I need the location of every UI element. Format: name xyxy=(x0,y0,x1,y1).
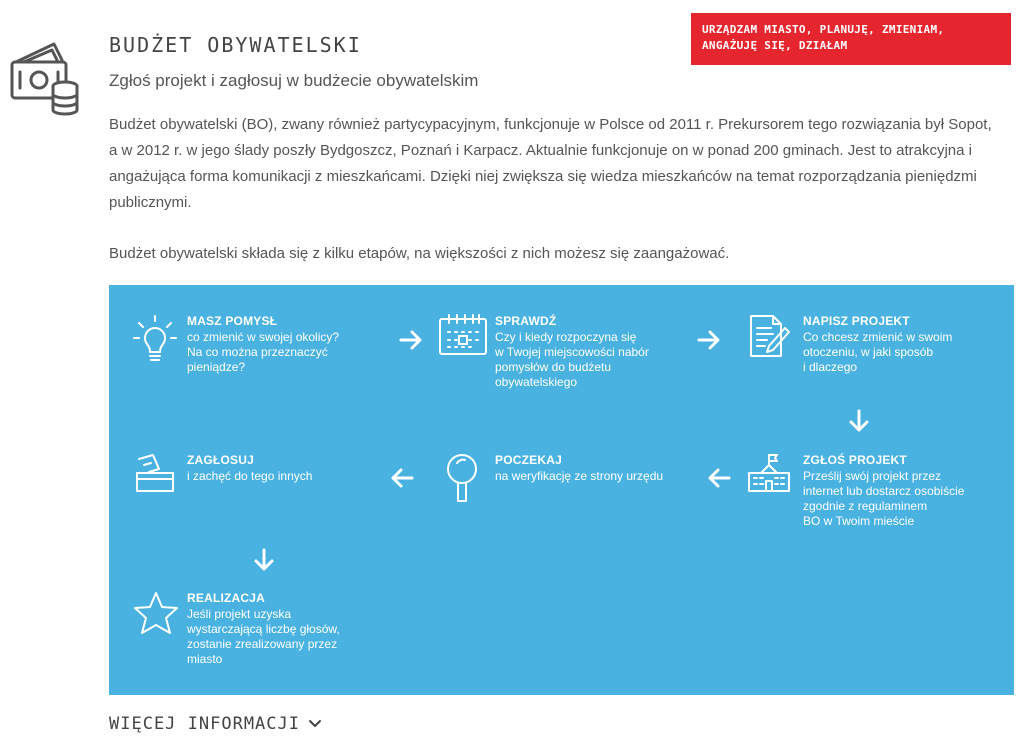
arrow-down-icon xyxy=(849,409,869,433)
step-realize-title: REALIZACJA xyxy=(187,591,266,605)
step-submit-title: ZGŁOŚ PROJEKT xyxy=(803,453,907,467)
magnifier-icon xyxy=(445,453,479,505)
arrow-left-icon xyxy=(707,468,731,488)
arrow-right-icon xyxy=(399,330,423,350)
calendar-icon xyxy=(439,314,487,356)
lightbulb-icon xyxy=(133,314,177,362)
arrow-down-icon xyxy=(254,548,274,572)
arrow-left-icon xyxy=(390,468,414,488)
step-wait-desc: na weryfikację ze strony urzędu xyxy=(495,469,664,483)
page-subtitle: Zgłoś projekt i zagłosuj w budżecie obywatelskim xyxy=(109,71,479,90)
star-icon xyxy=(133,591,179,635)
step-vote-title: ZAGŁOSUJ xyxy=(187,453,254,467)
tag-badge: URZĄDZAM MIASTO, PLANUJĘ, ZMIENIAM, ANGAŻUJĘ SIĘ, DZIAŁAM xyxy=(691,13,1011,65)
step-idea-desc: co zmienić w swojej okolicy? Na co można przeznaczyć pieniądze? xyxy=(187,330,340,374)
step-wait-title: POCZEKAJ xyxy=(495,453,562,467)
arrow-right-icon xyxy=(697,330,721,350)
more-info-label: WIĘCEJ INFORMACJI xyxy=(109,714,300,734)
document-pen-icon xyxy=(749,314,791,358)
chevron-down-icon xyxy=(308,719,322,729)
city-hall-icon xyxy=(747,453,791,493)
step-write-desc: Co chcesz zmienić w swoim otoczeniu, w jaki sposób i dlaczego xyxy=(803,330,953,374)
step-check-title: SPRAWDŹ xyxy=(495,314,557,328)
step-idea-title: MASZ POMYSŁ xyxy=(187,314,278,328)
more-info-link[interactable] xyxy=(109,714,322,734)
page-title: BUDŻET OBYWATELSKI xyxy=(109,33,362,57)
ballot-box-icon xyxy=(135,453,177,493)
step-submit-desc: Prześlij swój projekt przez internet lub dostarcz osobiście zgodnie z regulaminem BO w Twoim mieście xyxy=(803,469,965,528)
intro-paragraph: Budżet obywatelski (BO), zwany również partycypacyjnym, funkcjonuje w Polsce od 2011 r. Prekursorem tego rozwiązania był Sopot, a w 2012 r. w jego ślady poszły Bydgoszcz, Poznań i Karpacz. Aktualnie funkcjonuje on w ponad 200 gminach. Jest to atrakcyjna i angażująca forma komunikacji z mieszkańcami. Dzięki niej zwiększa się wiedza mieszkańców na temat rozporządzania pieniędzmi publicznymi. xyxy=(109,116,992,211)
stages-infographic xyxy=(109,285,1014,695)
step-realize-desc: Jeśli projekt uzyska wystarczającą liczbę głosów, zostanie zrealizowany przez miasto xyxy=(187,607,340,666)
intro-paragraph-stages: Budżet obywatelski składa się z kilku etapów, na większości z nich możesz się zaangażować. xyxy=(109,245,730,262)
step-write-title: NAPISZ PROJEKT xyxy=(803,314,910,328)
step-vote-desc: i zachęć do tego innych xyxy=(187,469,313,483)
money-coins-icon xyxy=(10,40,80,118)
step-check-desc: Czy i kiedy rozpoczyna się w Twojej miejscowości nabór pomysłów do budżetu obywatelskiego xyxy=(495,330,649,389)
